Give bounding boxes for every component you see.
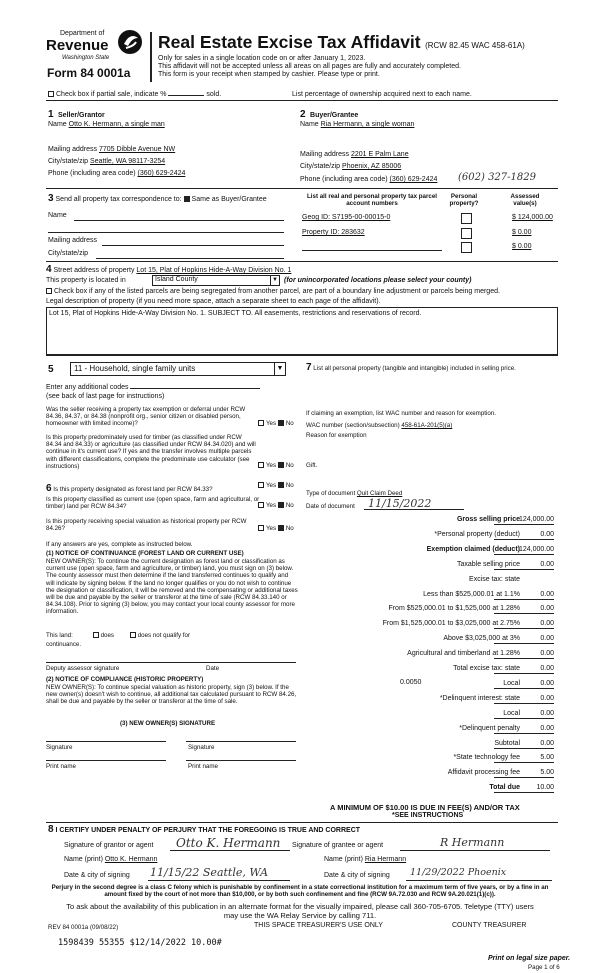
historic-question: Is this property receiving special valuation as historical property per RCW 84.26? (46, 518, 247, 533)
fee-row-value[interactable]: 0.00 (494, 695, 554, 704)
fee-row-value[interactable]: 124,000.00 (494, 516, 554, 525)
corr-name-label: Name (48, 212, 67, 219)
no-label: No (285, 482, 294, 489)
fee-row-label: Taxable selling price (456, 561, 520, 568)
wac-value[interactable]: 458-61A-201(5)(a) (401, 422, 453, 429)
buyer-addr-label: Mailing address (300, 151, 350, 158)
fee-row-value[interactable]: 0.00 (494, 620, 554, 629)
personal-checkbox-2[interactable] (461, 228, 472, 239)
grantee-name-label: Name (print) (324, 856, 363, 863)
buyer-phone-label: Phone (including area code) (300, 176, 388, 183)
fee-row-value[interactable]: 0.00 (494, 680, 554, 689)
county-select[interactable] (152, 275, 280, 286)
legal-description: Lot 15, Plat of Hopkins Hide-A-Way Division No. 1. SUBJECT TO. All easements, restrictions and reservations of record. (49, 310, 422, 317)
correspondence-label: Send all property tax correspondence to: (55, 196, 182, 203)
chevron-down-icon: ▼ (274, 363, 285, 375)
buyer-phone[interactable]: (360) 629-2424 (389, 176, 438, 183)
this-land-row (46, 632, 190, 639)
notice2-text: NEW OWNER(S): To continue special valuation as historic property, sign (3) below. If the new owner(s) doesn't wish to continue, all additional tax calculated pursuant to RCW 84.26, shall be due and payable by the seller or transferor at the time of sale. (46, 684, 297, 706)
forest-row: 6 Is this property designated as forest land per RCW 84.33? (46, 483, 213, 494)
fee-row-label: *Delinquent penalty (459, 725, 520, 732)
codes-instr: (see back of last page for instructions) (46, 393, 165, 400)
fee-row-value[interactable]: 124,000.00 (494, 546, 554, 555)
codes-field[interactable] (130, 388, 260, 389)
fee-row-value[interactable]: 0.00 (494, 725, 554, 734)
timber-yn (258, 462, 294, 469)
doc-type-value[interactable]: Quit Claim Deed (356, 490, 403, 497)
rev-number: REV 84 0001a (09/08/22) (48, 924, 119, 931)
fee-row-label: *Delinquent interest: state (439, 695, 520, 702)
assessed-value-1[interactable]: $ 124,000.00 (512, 214, 553, 221)
partial-sale-row (48, 91, 221, 99)
perjury-notice: Perjury in the second degree is a class C felony which is punishable by confinement in a state correctional institution for a maximum term of five years, or by a fine in an amount fixed by the court of not more than $10,000, or by both such confinement and fine (RCW 9A.72.030 and RCW 9A.20.021(1)(c)). (51, 884, 549, 899)
assessed-value-2[interactable]: $ 0.00 (512, 229, 532, 236)
fee-row-value[interactable]: 0.00 (494, 561, 554, 570)
form-title-ref: (RCW 82.45 WAC 458-61A) (425, 41, 525, 50)
treasurer-use: THIS SPACE TREASURER'S USE ONLY (254, 922, 383, 929)
assessed-value-3[interactable]: $ 0.00 (512, 243, 532, 250)
does-label: does (100, 632, 114, 639)
header-note1: Only for sales in a single location code on or after January 1, 2023. (158, 55, 366, 62)
grantor-signature[interactable]: Otto K. Hermann (176, 836, 281, 850)
fee-row-label: Total due (489, 784, 520, 791)
does-checkbox[interactable] (93, 632, 99, 638)
current-use-question: Is this property classified as current use (open space, farm and agricultural, or timber) land per RCW 84.34? (46, 496, 260, 511)
fee-row-value[interactable]: 10.00 (494, 784, 554, 793)
legal-description-field[interactable] (46, 307, 558, 355)
seller-addr[interactable]: 7705 Dibble Avenue NW (98, 146, 176, 153)
land-use-select[interactable] (70, 362, 286, 376)
this-land-label: This land: (46, 632, 73, 639)
codes-label: Enter any additional codes (46, 384, 129, 391)
fee-row-value[interactable]: 0.00 (494, 591, 554, 600)
dept-line2: Revenue (46, 37, 109, 54)
ownership-note: List percentage of ownership acquired next to each name. (292, 91, 472, 98)
header-note2: This affidavit will not be accepted unless all areas on all pages are fully and accurately completed. (158, 63, 461, 70)
minimum-note: A MINIMUM OF $10.00 IS DUE IN FEE(S) AND/OR TAX (330, 803, 520, 812)
grantee-sig-label: Signature of grantee or agent (292, 842, 384, 849)
buyer-city[interactable]: Phoenix, AZ 85006 (342, 163, 402, 170)
new-owner-sig-heading: (3) NEW OWNER(S) SIGNATURE (120, 720, 216, 727)
fee-row-label: Exemption claimed (deduct) (426, 546, 520, 553)
partial-sale-checkbox[interactable] (48, 91, 54, 97)
continuance-label: continuance. (46, 641, 82, 648)
dor-swirl-icon (116, 28, 144, 56)
historic-yes-checkbox[interactable] (258, 525, 264, 531)
seller-city-label: City/state/zip (48, 158, 89, 165)
fee-row-label: Excise tax: state (469, 576, 520, 583)
yes-label: Yes (266, 462, 277, 469)
yes-label: Yes (266, 502, 277, 509)
corr-addr-row (48, 237, 97, 245)
fee-row-label: Above $3,025,000 at 3% (443, 635, 520, 642)
timber-no-checkbox[interactable] (278, 462, 284, 468)
doc-date-label: Date of document (306, 503, 355, 510)
forest-question: Is this property designated as forest land per RCW 84.33? (53, 486, 213, 493)
if-yes-note: If any answers are yes, complete as instructed below. (46, 541, 193, 548)
fee-row-value[interactable]: 0.00 (494, 650, 554, 659)
seller-heading: Seller/Grantor (58, 112, 105, 119)
corr-addr-label: Mailing address (48, 237, 98, 244)
fee-row-label: Total excise tax: state (453, 665, 520, 672)
located-label: This property is located in (46, 277, 126, 284)
page-number: Page 1 of 6 (528, 964, 560, 971)
buyer-city-label: City/state/zip (300, 163, 341, 170)
does-not-checkbox[interactable] (130, 632, 136, 638)
deputy-date-label: Date (206, 665, 220, 672)
unincorporated-note: (for unincorporated locations please select your county) (284, 277, 472, 284)
seller-phone[interactable]: (360) 629-2424 (137, 170, 186, 177)
print-legal-note: Print on legal size paper. (488, 955, 571, 962)
buyer-name-label: Name (300, 121, 319, 128)
current-use-yn (258, 502, 294, 509)
notice1-text: NEW OWNER(S): To continue the current designation as forest land or classification as current use (open space, farm and agriculture, or timber) land, you must sign on (3) below. The county assessor must then determine if the land transferred continues to qualify and will indicate by signing below. If the land no longer qualifies or you do not wish to continue the designation or classification, it will be removed and the compensating or additional taxes will be due and payable by the seller or transferor at the time of sale (RCW 84.33.140 or 84.34.108). Prior to signing (3) below, you may contact your local county assessor for more information. (46, 558, 298, 616)
fee-row-label: From $1,525,000.01 to $3,025,000 at 2.75% (382, 620, 520, 627)
corr-city-row (48, 250, 88, 258)
fee-row-label: Local (503, 710, 520, 717)
buyer-phone-handwritten: (602) 327-1829 (458, 172, 536, 183)
grantee-signature[interactable]: R Hermann (440, 836, 505, 849)
fee-row-label: Subtotal (494, 740, 520, 747)
personal-checkbox-1[interactable] (461, 213, 472, 224)
grantor-name-label: Name (print) (64, 856, 103, 863)
grantor-name[interactable]: Otto K. Hermann (104, 856, 158, 863)
alt-format-notice: To ask about the availability of this publication in an alternate format for the visually impaired, please call 360-705-6705. Teletype (TTY) users may use the WA Relay Service by calling 711. (66, 902, 534, 920)
partial-sale-label: Check box if partial sale, indicate % (56, 91, 167, 98)
recording-stamp: 1598439 55355 $12/14/2022 10.00# (58, 938, 222, 948)
parcel-col-header: List all real and personal property tax parcel account numbers (307, 193, 437, 208)
does-not-label: does not qualify for (137, 632, 191, 639)
grantor-date-label: Date & city of signing (64, 872, 130, 879)
fee-row-value[interactable]: 5.00 (494, 754, 554, 763)
fee-row-value[interactable]: 0.00 (494, 665, 554, 674)
chevron-down-icon: ▼ (270, 276, 279, 285)
form-title: Real Estate Excise Tax Affidavit (158, 32, 421, 52)
legal-label: Legal description of property (if you need more space, attach a separate sheet to each page of the affidavit). (46, 298, 381, 305)
notice2-heading: (2) NOTICE OF COMPLIANCE (HISTORIC PROPERTY) (46, 676, 204, 683)
segregated-checkbox[interactable] (46, 288, 52, 294)
timber-yes-checkbox[interactable] (258, 462, 264, 468)
wac-label: WAC number (section/subsection) (306, 422, 400, 429)
forest-yes-checkbox[interactable] (258, 482, 264, 488)
current-use-no-checkbox[interactable] (278, 502, 284, 508)
grantee-date-label: Date & city of signing (324, 872, 390, 879)
form-number: Form 84 0001a (47, 66, 131, 80)
dept-line3: Washington State (62, 55, 110, 61)
yes-label: Yes (266, 525, 277, 532)
see-instructions: *SEE INSTRUCTIONS (392, 812, 464, 819)
notice1-heading: (1) NOTICE OF CONTINUANCE (FOREST LAND OR CURRENT USE) (46, 550, 244, 557)
grantor-date-city[interactable]: 11/15/22 Seattle, WA (150, 866, 269, 879)
deputy-sig-label: Deputy assessor signature (46, 665, 120, 672)
fee-row-value[interactable]: 0.00 (494, 740, 554, 749)
local-rate: 0.0050 (400, 679, 422, 686)
seller-city[interactable]: Seattle, WA 98117-3254 (90, 158, 166, 165)
yes-label: Yes (266, 420, 277, 427)
owner-print-label-2: Print name (188, 763, 218, 770)
fee-row-label: Less than $525,000.01 at 1.1% (423, 591, 520, 598)
assessed-col-header: Assessed value(s) (510, 193, 540, 208)
current-use-yes-checkbox[interactable] (258, 502, 264, 508)
owner-print-label-1: Print name (46, 763, 76, 770)
county-value: Island County (155, 276, 198, 283)
buyer-name[interactable]: Ria Hermann, a single woman (320, 121, 415, 128)
street-address[interactable]: Lot 15, Plat of Hopkins Hide-A-Way Division No. 1 (136, 267, 292, 274)
fee-row-label: Affidavit processing fee (447, 769, 520, 776)
grantee-date-city[interactable]: 11/29/2022 Phoenix (410, 867, 507, 878)
fee-row-value[interactable]: 5.00 (494, 769, 554, 778)
no-label: No (285, 462, 294, 469)
reason-value[interactable]: Gift. (306, 462, 318, 469)
doc-date-value[interactable]: 11/15/2022 (368, 497, 432, 510)
yes-label: Yes (266, 482, 277, 489)
land-use-value: 11 - Household, single family units (74, 364, 196, 373)
same-as-buyer-checkbox[interactable] (184, 196, 190, 202)
personal-prop-label: List all personal property (tangible and intangible) included in selling price. (313, 365, 516, 372)
seller-name-label: Name (48, 121, 67, 128)
seller-phone-label: Phone (including area code) (48, 170, 136, 177)
fee-row-value[interactable]: 0.00 (494, 710, 554, 719)
fee-row-value[interactable]: 0.00 (494, 605, 554, 614)
seller-name[interactable]: Otto K. Hermann, a single man (68, 121, 165, 128)
parcel-id-2[interactable]: Property ID: 283632 (302, 229, 365, 236)
buyer-heading: Buyer/Grantee (310, 112, 359, 119)
partial-percent-field[interactable] (168, 95, 204, 96)
corr-name-row (48, 212, 67, 220)
doc-type-label: Type of document (306, 490, 356, 497)
forest-no-checkbox[interactable] (278, 482, 284, 488)
personal-col-header: Personal property? (449, 193, 479, 208)
reason-label: Reason for exemption (306, 432, 367, 439)
certify-text: I CERTIFY UNDER PENALTY OF PERJURY THAT THE FOREGOING IS TRUE AND CORRECT (55, 827, 361, 834)
exemption-question: Was the seller receiving a property tax exemption or deferral under RCW 84.36, 84.37, or 84.38 (nonprofit org., senior citizen or disabled person, homeowner with limited income)? (46, 406, 246, 428)
historic-yn (258, 525, 294, 532)
fee-row-value[interactable]: 0.00 (494, 635, 554, 644)
forest-yn (258, 482, 294, 489)
dept-line1: Department of (60, 30, 105, 37)
street-label: Street address of property (53, 267, 135, 274)
sold-label: sold. (206, 91, 222, 98)
owner-signature-label-2: Signature (188, 744, 215, 751)
grantee-name[interactable]: Ria Hermann (364, 856, 407, 863)
personal-checkbox-3[interactable] (461, 242, 472, 253)
exemption-yn (258, 420, 294, 427)
exemption-no-checkbox[interactable] (278, 420, 284, 426)
county-treasurer: COUNTY TREASURER (452, 922, 527, 929)
fee-row-label: *Personal property (deduct) (434, 531, 520, 538)
fee-row-label: Agricultural and timberland at 1.28% (407, 650, 520, 657)
timber-question: Is this property predominately used for timber (as classified under RCW 84.34 and 84.33) or agriculture (as classified under RCW 84.34.020) and will continue in it's current use? If yes and the transfer involves multiple parcels with different classifications, complete the predominate use calculator (see instructions) (46, 434, 256, 470)
personal-prop-row: 7 List all personal property (tangible and intangible) included in selling price. (306, 362, 516, 373)
fee-row-value[interactable]: 0.00 (494, 531, 554, 540)
fee-row-label: Local (503, 680, 520, 687)
no-label: No (285, 502, 294, 509)
same-as-buyer-label: Same as Buyer/Grantee (191, 196, 267, 203)
exemption-yes-checkbox[interactable] (258, 420, 264, 426)
header-note3: This form is your receipt when stamped by cashier. Please type or print. (158, 71, 380, 78)
fee-row-label: *State technology fee (453, 754, 520, 761)
parcel-id-1[interactable]: Geog ID: S7195-00-00015-0 (302, 214, 391, 221)
owner-signature-label-1: Signature (46, 744, 73, 751)
fee-row-label: Gross selling price (456, 516, 520, 523)
segregated-label: Check box if any of the listed parcels are being segregated from another parcel, are part of a boundary line adjustment or parcels being merged. (54, 288, 500, 295)
exempt-question: If claiming an exemption, list WAC number and reason for exemption. (306, 410, 496, 417)
fee-row-label: From $525,000.01 to $1,525,000 at 1.28% (388, 605, 520, 612)
corr-city-label: City/state/zip (48, 250, 89, 257)
grantor-sig-label: Signature of grantor or agent (64, 842, 154, 849)
seller-addr-label: Mailing address (48, 146, 98, 153)
historic-no-checkbox[interactable] (278, 525, 284, 531)
no-label: No (285, 420, 294, 427)
no-label: No (285, 525, 294, 532)
buyer-addr[interactable]: 2201 E Palm Lane (350, 151, 409, 158)
